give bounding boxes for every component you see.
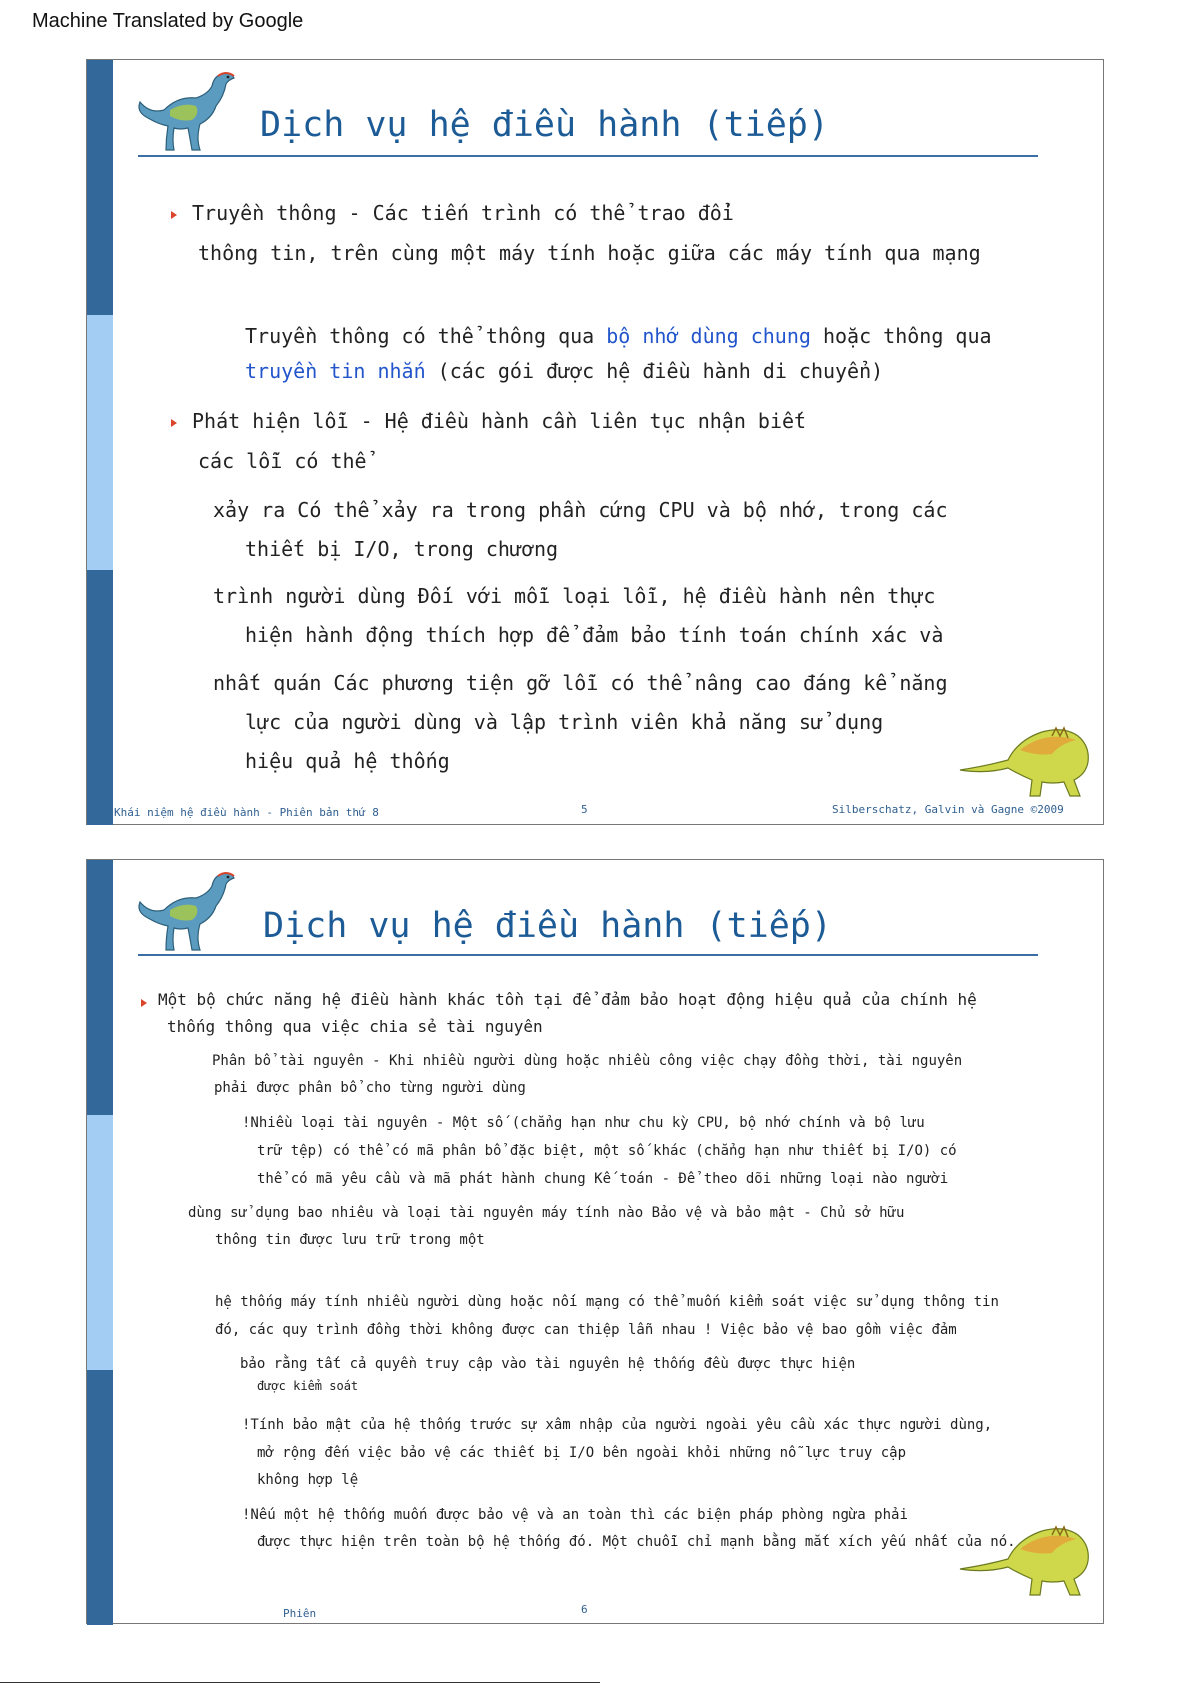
page-bottom-rule bbox=[0, 1682, 600, 1683]
text-line: trình người dùng Đối với mỗi loại lỗi, hệ điều hành nên thực bbox=[213, 584, 936, 608]
slide-title: Dịch vụ hệ điều hành (tiếp) bbox=[260, 105, 829, 145]
text-line: hiện hành động thích hợp để đảm bảo tính toán chính xác và bbox=[245, 623, 944, 647]
slide-stripe-dark bbox=[87, 1370, 113, 1625]
slide-stripe-dark bbox=[87, 570, 113, 825]
footer-right: Silberschatz, Galvin và Gagne ©2009 bbox=[832, 803, 1064, 816]
text-line: đó, các quy trình đồng thời không được can thiệp lẫn nhau ! Việc bảo vệ bao gồm việc đảm bbox=[215, 1322, 957, 1338]
slide-stripe-light bbox=[87, 315, 113, 570]
text-line: xảy ra Có thể xảy ra trong phần cứng CPU và bộ nhớ, trong các bbox=[213, 498, 948, 522]
text-line: không hợp lệ bbox=[257, 1472, 359, 1488]
text-line: Phân bổ tài nguyên - Khi nhiều người dùng hoặc nhiều công việc chạy đồng thời, tài nguyên bbox=[212, 1053, 963, 1069]
text-line: phải được phân bổ cho từng người dùng bbox=[214, 1080, 526, 1096]
text-line-message-passing: truyền tin nhắn (các gói được hệ điều hành di chuyển) bbox=[245, 359, 884, 383]
text-line: !Tính bảo mật của hệ thống trước sự xâm nhập của người ngoài yêu cầu xác thực người dùng, bbox=[242, 1417, 993, 1433]
text-line: được kiểm soát bbox=[257, 1379, 359, 1393]
text-line: dùng sử dụng bao nhiêu và loại tài nguyên máy tính nào Bảo vệ và bảo mật - Chủ sở hữu bbox=[188, 1205, 905, 1221]
text-line: hiệu quả hệ thống bbox=[245, 749, 450, 773]
text-line: !Nếu một hệ thống muốn được bảo vệ và an toàn thì các biện pháp phòng ngừa phải bbox=[242, 1507, 908, 1523]
highlight-shared-memory: bộ nhớ dùng chung bbox=[606, 324, 811, 348]
bullet-marker bbox=[141, 999, 147, 1007]
bullet-error-detection: Phát hiện lỗi - Hệ điều hành cần liên tục nhận biết bbox=[192, 409, 807, 433]
dinosaur-top-icon bbox=[125, 866, 245, 956]
text-line: nhất quán Các phương tiện gỡ lỗi có thể nâng cao đáng kể năng bbox=[213, 671, 948, 695]
slide-stripe-light bbox=[87, 1115, 113, 1370]
page-number: 5 bbox=[581, 803, 588, 816]
text-line: thống thông qua việc chia sẻ tài nguyên bbox=[167, 1017, 543, 1036]
highlight-message-passing: truyền tin nhắn bbox=[245, 359, 426, 383]
bullet-marker bbox=[171, 211, 177, 219]
text-line: thể có mã yêu cầu và mã phát hành chung Kế toán - Để theo dõi những loại nào người bbox=[257, 1171, 949, 1187]
slide-2 bbox=[86, 859, 1104, 1624]
text-line: !Nhiều loại tài nguyên - Một số (chẳng hạn như chu kỳ CPU, bộ nhớ chính và bộ lưu bbox=[242, 1115, 925, 1131]
text-line-shared-memory: Truyền thông có thể thông qua bộ nhớ dùng chung hoặc thông qua bbox=[245, 324, 992, 348]
page-number: 6 bbox=[581, 1603, 588, 1616]
dinosaur-bottom-icon bbox=[949, 1509, 1099, 1599]
slide-stripe-dark bbox=[87, 860, 113, 1115]
machine-translated-header: Machine Translated by Google bbox=[32, 10, 304, 32]
text-line: hệ thống máy tính nhiều người dùng hoặc nối mạng có thể muốn kiểm soát việc sử dụng thông tin bbox=[215, 1294, 999, 1310]
slide-title: Dịch vụ hệ điều hành (tiếp) bbox=[263, 906, 832, 946]
text-line: các lỗi có thể bbox=[198, 449, 367, 473]
footer-left: Phiên bbox=[283, 1607, 317, 1620]
title-rule bbox=[138, 954, 1038, 956]
footer-left: Khái niệm hệ điều hành - Phiên bản thứ 8 bbox=[114, 806, 379, 819]
text-line: mở rộng đến việc bảo vệ các thiết bị I/O bên ngoài khỏi những nỗ lực truy cập bbox=[257, 1445, 907, 1461]
text-line: trữ tệp) có thể có mã phân bổ đặc biệt, một số khác (chẳng hạn như thiết bị I/O) có bbox=[257, 1143, 957, 1159]
slide-1 bbox=[86, 59, 1104, 825]
text-line: thông tin được lưu trữ trong một bbox=[215, 1232, 485, 1248]
dinosaur-top-icon bbox=[125, 66, 245, 156]
bullet-marker bbox=[171, 419, 177, 427]
slide-stripe-dark bbox=[87, 60, 113, 315]
text-line: Một bộ chức năng hệ điều hành khác tồn tại để đảm bảo hoạt động hiệu quả của chính hệ bbox=[158, 990, 977, 1009]
text-line: được thực hiện trên toàn bộ hệ thống đó. Một chuỗi chỉ mạnh bằng mắt xích yếu nhất của nó. bbox=[257, 1534, 1016, 1550]
title-rule bbox=[138, 155, 1038, 157]
text-line: thiết bị I/O, trong chương bbox=[245, 537, 559, 561]
dinosaur-bottom-icon bbox=[949, 710, 1099, 800]
bullet-communication: Truyền thông - Các tiến trình có thể trao đổi bbox=[192, 201, 734, 225]
text-line: thông tin, trên cùng một máy tính hoặc giữa các máy tính qua mạng bbox=[198, 241, 981, 265]
text-line: bảo rằng tất cả quyền truy cập vào tài nguyên hệ thống đều được thực hiện bbox=[240, 1356, 856, 1372]
text-line: lực của người dùng và lập trình viên khả năng sử dụng bbox=[245, 710, 884, 734]
